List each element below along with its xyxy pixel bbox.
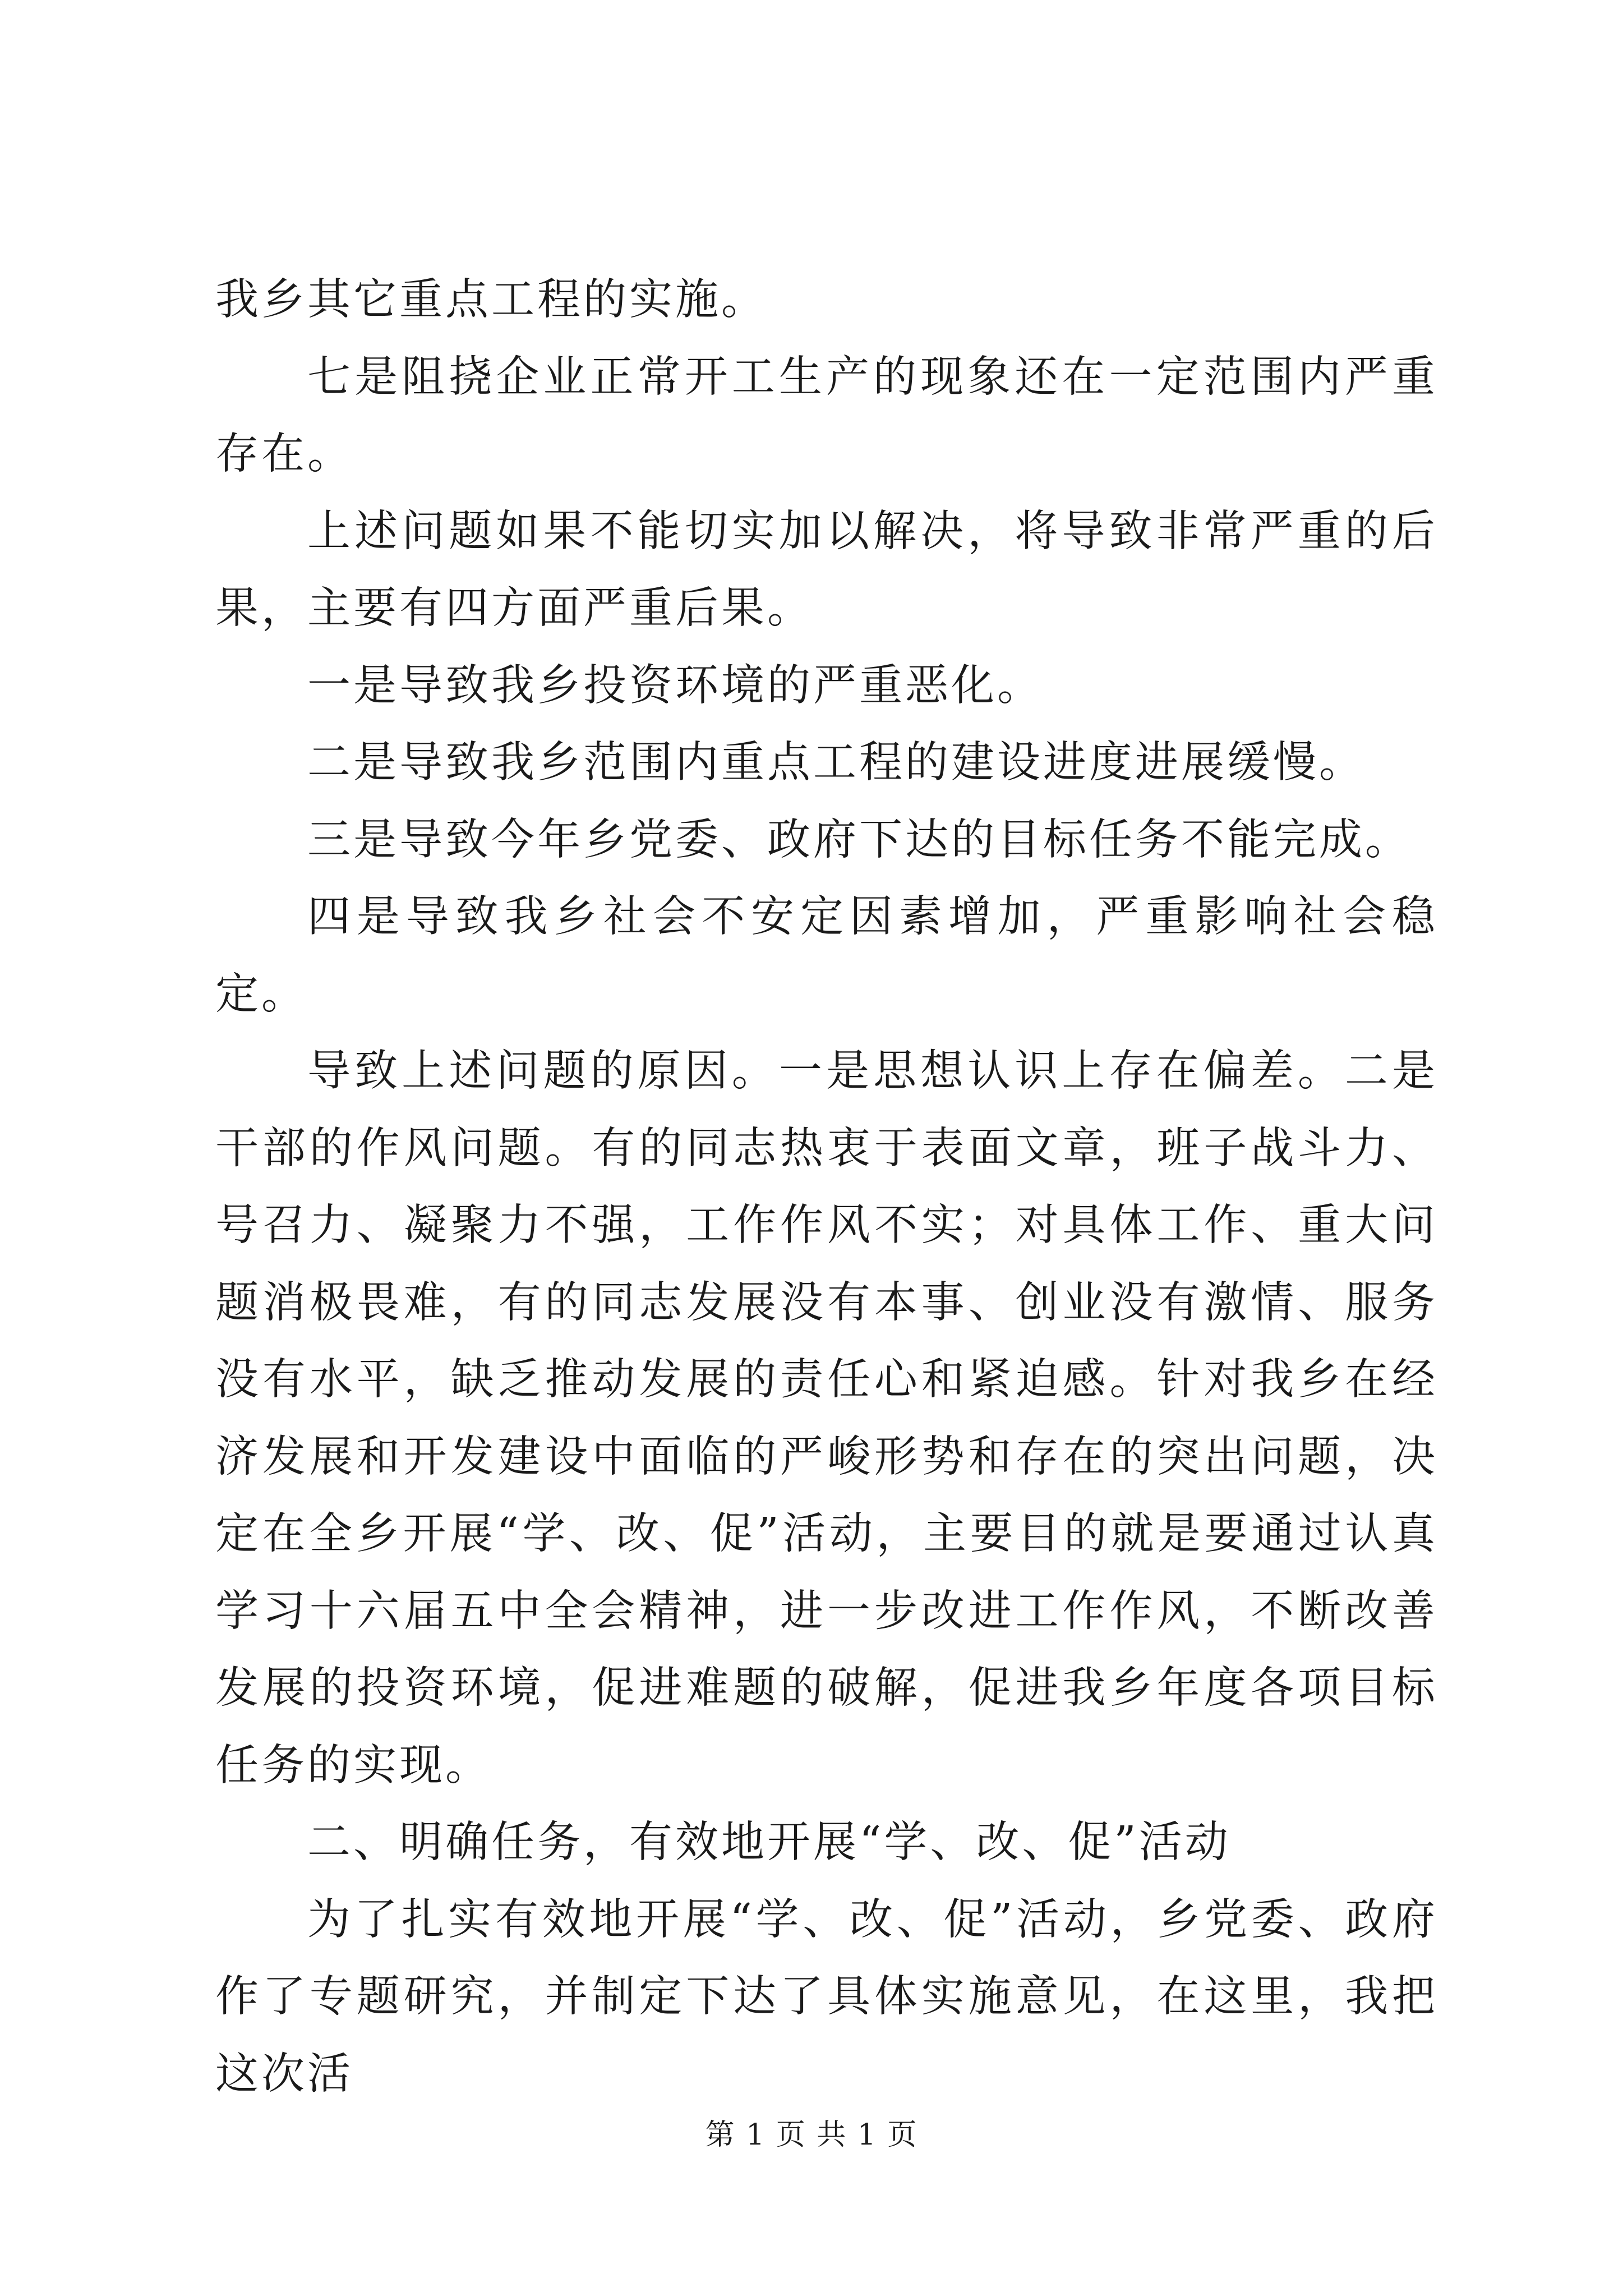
paragraph-10: 为了扎实有效地开展“学、改、促”活动，乡党委、政府作了专题研究，并制定下达了具体实施意见，在这里，我把这次活 <box>215 1894 1438 2099</box>
paragraph-6: 三是导致今年乡党委、政府下达的目标任务不能完成。 <box>307 815 1411 865</box>
paragraph-3: 上述问题如果不能切实加以解决，将导致非常严重的后果，主要有四方面严重后果。 <box>215 506 1438 633</box>
paragraph-2: 七是阻挠企业正常开工生产的现象还在一定范围内严重存在。 <box>215 352 1438 479</box>
page-footer: 第 1 页 共 1 页 <box>705 2118 918 2152</box>
paragraph-8: 导致上述问题的原因。一是思想认识上存在偏差。二是干部的作风问题。有的同志热衷于表面文章，班子战斗力、号召力、凝聚力不强，工作作风不实；对具体工作、重大问题消极畏难，有的同志发展没有本事、创业没有激情、服务没有水平，缺乏推动发展的责任心和紧迫感。针对我乡在经济发展和开发建设中面临的严峻形势和存在的突出问题，决定在全乡开展“学、改、促”活动，主要目的就是要通过认真学习十六届五中全会精神，进一步改进工作作风，不断改善发展的投资环境，促进难题的破解，促进我乡年度各项目标任务的实现。 <box>215 1046 1438 1791</box>
paragraph-4: 一是导致我乡投资环境的严重恶化。 <box>307 660 1043 711</box>
document-body <box>215 261 1438 2113</box>
section-heading: 二、明确任务，有效地开展“学、改、促”活动 <box>307 1818 1231 1867</box>
paragraph-1: 我乡其它重点工程的实施。 <box>215 275 767 325</box>
paragraph-5: 二是导致我乡范围内重点工程的建设进度进展缓慢。 <box>307 738 1365 788</box>
paragraph-7: 四是导致我乡社会不安定因素增加，严重影响社会稳定。 <box>215 892 1438 1019</box>
